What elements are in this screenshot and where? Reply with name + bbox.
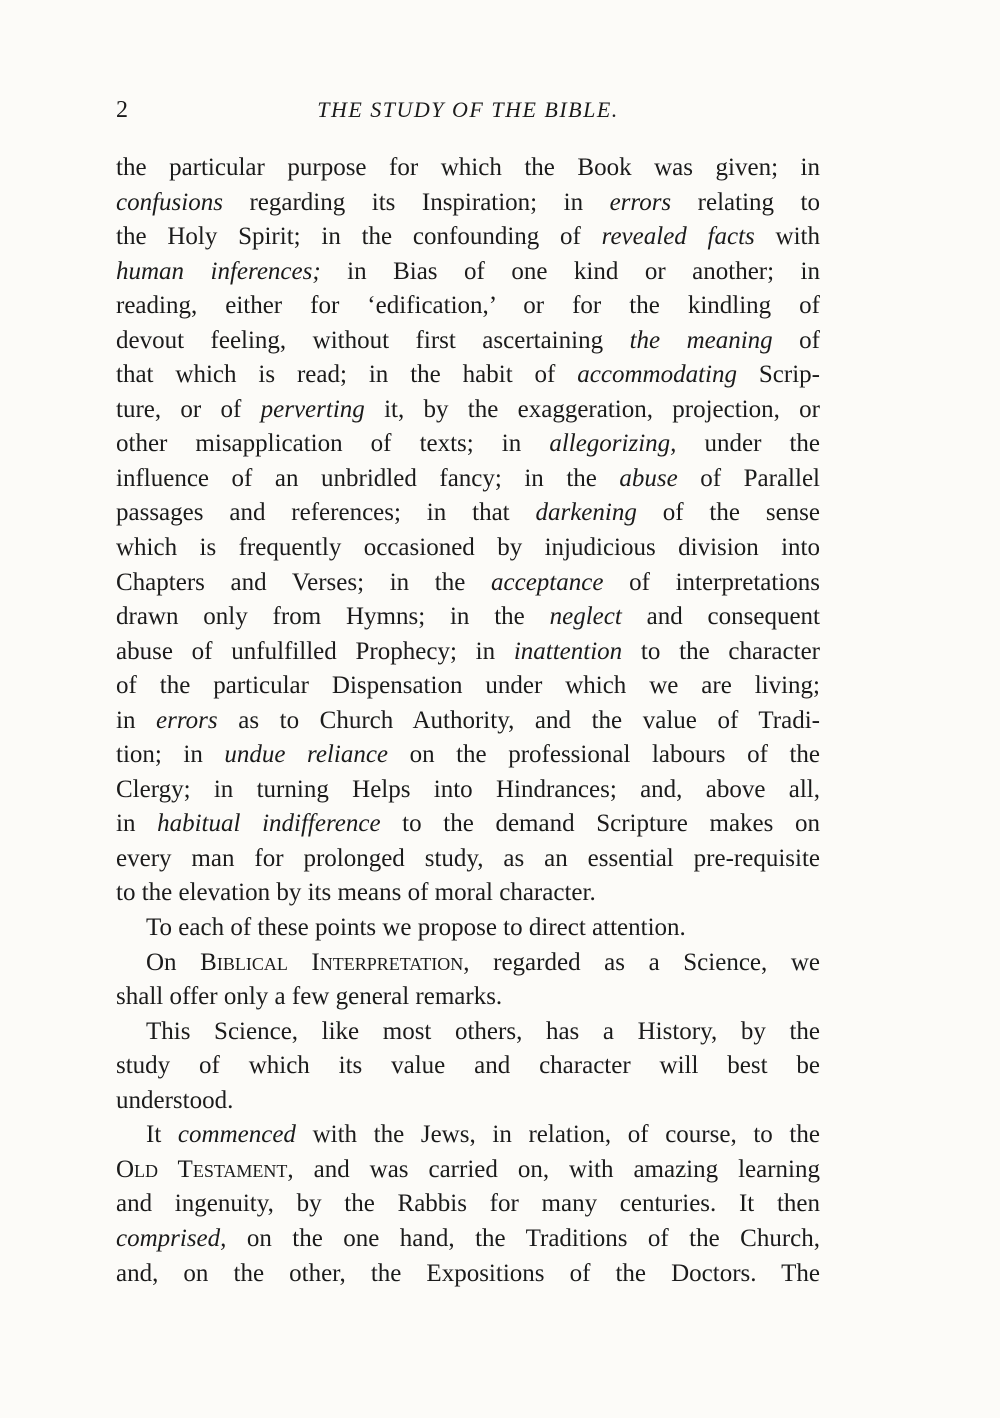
page-number: 2	[116, 97, 128, 123]
text-line	[116, 1015, 820, 1050]
text-segment: and, on the other, the Expositions of the Doctors. The	[116, 1259, 820, 1287]
text-segment: with the Jews, in relation, of course, to the	[295, 1121, 820, 1149]
body-text	[116, 151, 820, 1291]
text-line	[116, 669, 820, 704]
text-line	[116, 289, 820, 324]
text-line	[116, 773, 820, 808]
text-line	[116, 566, 820, 601]
italic-text: the meaning	[629, 326, 773, 354]
text-segment: on the one hand, the Traditions of the Church,	[226, 1224, 820, 1252]
text-line	[116, 496, 820, 531]
text-segment: under the	[676, 430, 820, 458]
text-line	[116, 946, 820, 981]
text-segment: Clergy; in turning Helps into Hindrances; and, above all,	[116, 775, 820, 803]
running-title: THE STUDY OF THE BIBLE.	[317, 97, 619, 122]
text-line	[116, 980, 820, 1015]
text-line	[116, 1153, 820, 1188]
text-segment: with	[754, 223, 820, 251]
text-segment: of interpretations	[603, 568, 820, 596]
text-segment: of	[772, 326, 820, 354]
text-line	[116, 427, 820, 462]
text-segment: Scrip-	[736, 361, 820, 389]
italic-text: undue reliance	[224, 741, 389, 769]
text-line	[116, 1187, 820, 1222]
text-line	[116, 704, 820, 739]
text-line	[116, 1222, 820, 1257]
text-segment: in Bias of one kind or another; in	[320, 257, 820, 285]
text-line	[116, 255, 820, 290]
text-segment: and was carried on, with amazing learning	[293, 1155, 820, 1183]
italic-text: allegorizing,	[549, 430, 677, 458]
small-caps-text: Old Testament,	[116, 1155, 294, 1183]
text-segment: on the professional labours of the	[388, 741, 820, 769]
text-segment: abuse of unfulfilled Prophecy; in	[116, 637, 514, 665]
text-line	[116, 911, 820, 946]
italic-text: acceptance	[491, 568, 604, 596]
text-segment: study of which its value and character will best be	[116, 1052, 820, 1080]
text-segment: It	[146, 1121, 178, 1149]
italic-text: abuse	[619, 464, 678, 492]
text-segment: Chapters and Verses; in the	[116, 568, 491, 596]
italic-text: accommodating	[577, 361, 737, 389]
text-line	[116, 600, 820, 635]
text-segment: relating to	[671, 188, 820, 216]
text-segment: understood.	[116, 1086, 234, 1114]
text-segment: passages and references; in that	[116, 499, 536, 527]
italic-text: human inferences;	[116, 257, 321, 285]
italic-text: errors	[609, 188, 672, 216]
text-line	[116, 807, 820, 842]
text-segment: that which is read; in the habit of	[116, 361, 578, 389]
text-segment: to the character	[622, 637, 820, 665]
page-header	[116, 95, 820, 131]
italic-text: commenced	[177, 1121, 296, 1149]
text-segment: tion; in	[116, 741, 225, 769]
text-segment: reading, either for ‘edification,’ or for the kindling of	[116, 292, 820, 320]
text-segment: drawn only from Hymns; in the	[116, 603, 550, 631]
text-segment: regarding its Inspiration; in	[222, 188, 610, 216]
text-line	[116, 1049, 820, 1084]
italic-text: perverting	[260, 395, 365, 423]
text-line	[116, 531, 820, 566]
text-segment: shall offer only a few general remarks.	[116, 983, 503, 1011]
text-line	[116, 324, 820, 359]
text-line	[116, 220, 820, 255]
text-line	[116, 738, 820, 773]
italic-text: revealed facts	[601, 223, 755, 251]
text-segment: devout feeling, without first ascertaining	[116, 326, 630, 354]
text-segment: every man for prolonged study, as an essential pre-requisite	[116, 844, 820, 872]
text-line	[116, 393, 820, 428]
italic-text: habitual indifference	[157, 810, 381, 838]
text-segment: and ingenuity, by the Rabbis for many centuries. It then	[116, 1190, 820, 1218]
text-segment: other misapplication of texts; in	[116, 430, 550, 458]
italic-text: inattention	[513, 637, 623, 665]
text-line	[116, 1118, 820, 1153]
italic-text: comprised,	[116, 1224, 227, 1252]
italic-text: errors	[156, 706, 218, 734]
text-segment: to the demand Scripture makes on	[380, 810, 820, 838]
text-line	[116, 842, 820, 877]
text-segment: in	[116, 810, 158, 838]
italic-text: darkening	[535, 499, 637, 527]
text-line	[116, 1257, 820, 1292]
text-line	[116, 635, 820, 670]
text-segment: it, by the exaggeration, projection, or	[364, 395, 820, 423]
text-segment: which is frequently occasioned by injudicious division into	[116, 534, 820, 562]
text-segment: To each of these points we propose to direct attention.	[146, 914, 686, 942]
text-line	[116, 358, 820, 393]
text-segment: and consequent	[621, 603, 820, 631]
text-segment: as to Church Authority, and the value of Tradi-	[217, 706, 820, 734]
text-segment: This Science, like most others, has a History, by the	[146, 1017, 820, 1045]
text-line	[116, 1084, 820, 1119]
text-segment: to the elevation by its means of moral character.	[116, 879, 596, 907]
text-line	[116, 151, 820, 186]
text-segment: On	[146, 948, 201, 976]
small-caps-text: Biblical Interpretation,	[200, 948, 470, 976]
text-segment: influence of an unbridled fancy; in the	[116, 464, 620, 492]
text-segment: regarded as a Science, we	[469, 948, 820, 976]
italic-text: confusions	[116, 188, 223, 216]
text-segment: of the particular Dispensation under which we are living;	[116, 672, 820, 700]
text-line	[116, 462, 820, 497]
text-segment: in	[116, 706, 157, 734]
text-line	[116, 876, 820, 911]
text-segment: the particular purpose for which the Book was given; in	[116, 154, 820, 181]
italic-text: neglect	[549, 603, 622, 631]
text-line	[116, 186, 820, 221]
text-segment: ture, or of	[116, 395, 261, 423]
text-segment: of Parallel	[677, 464, 820, 492]
text-segment: of the sense	[636, 499, 820, 527]
text-segment: the Holy Spirit; in the confounding of	[116, 223, 602, 251]
